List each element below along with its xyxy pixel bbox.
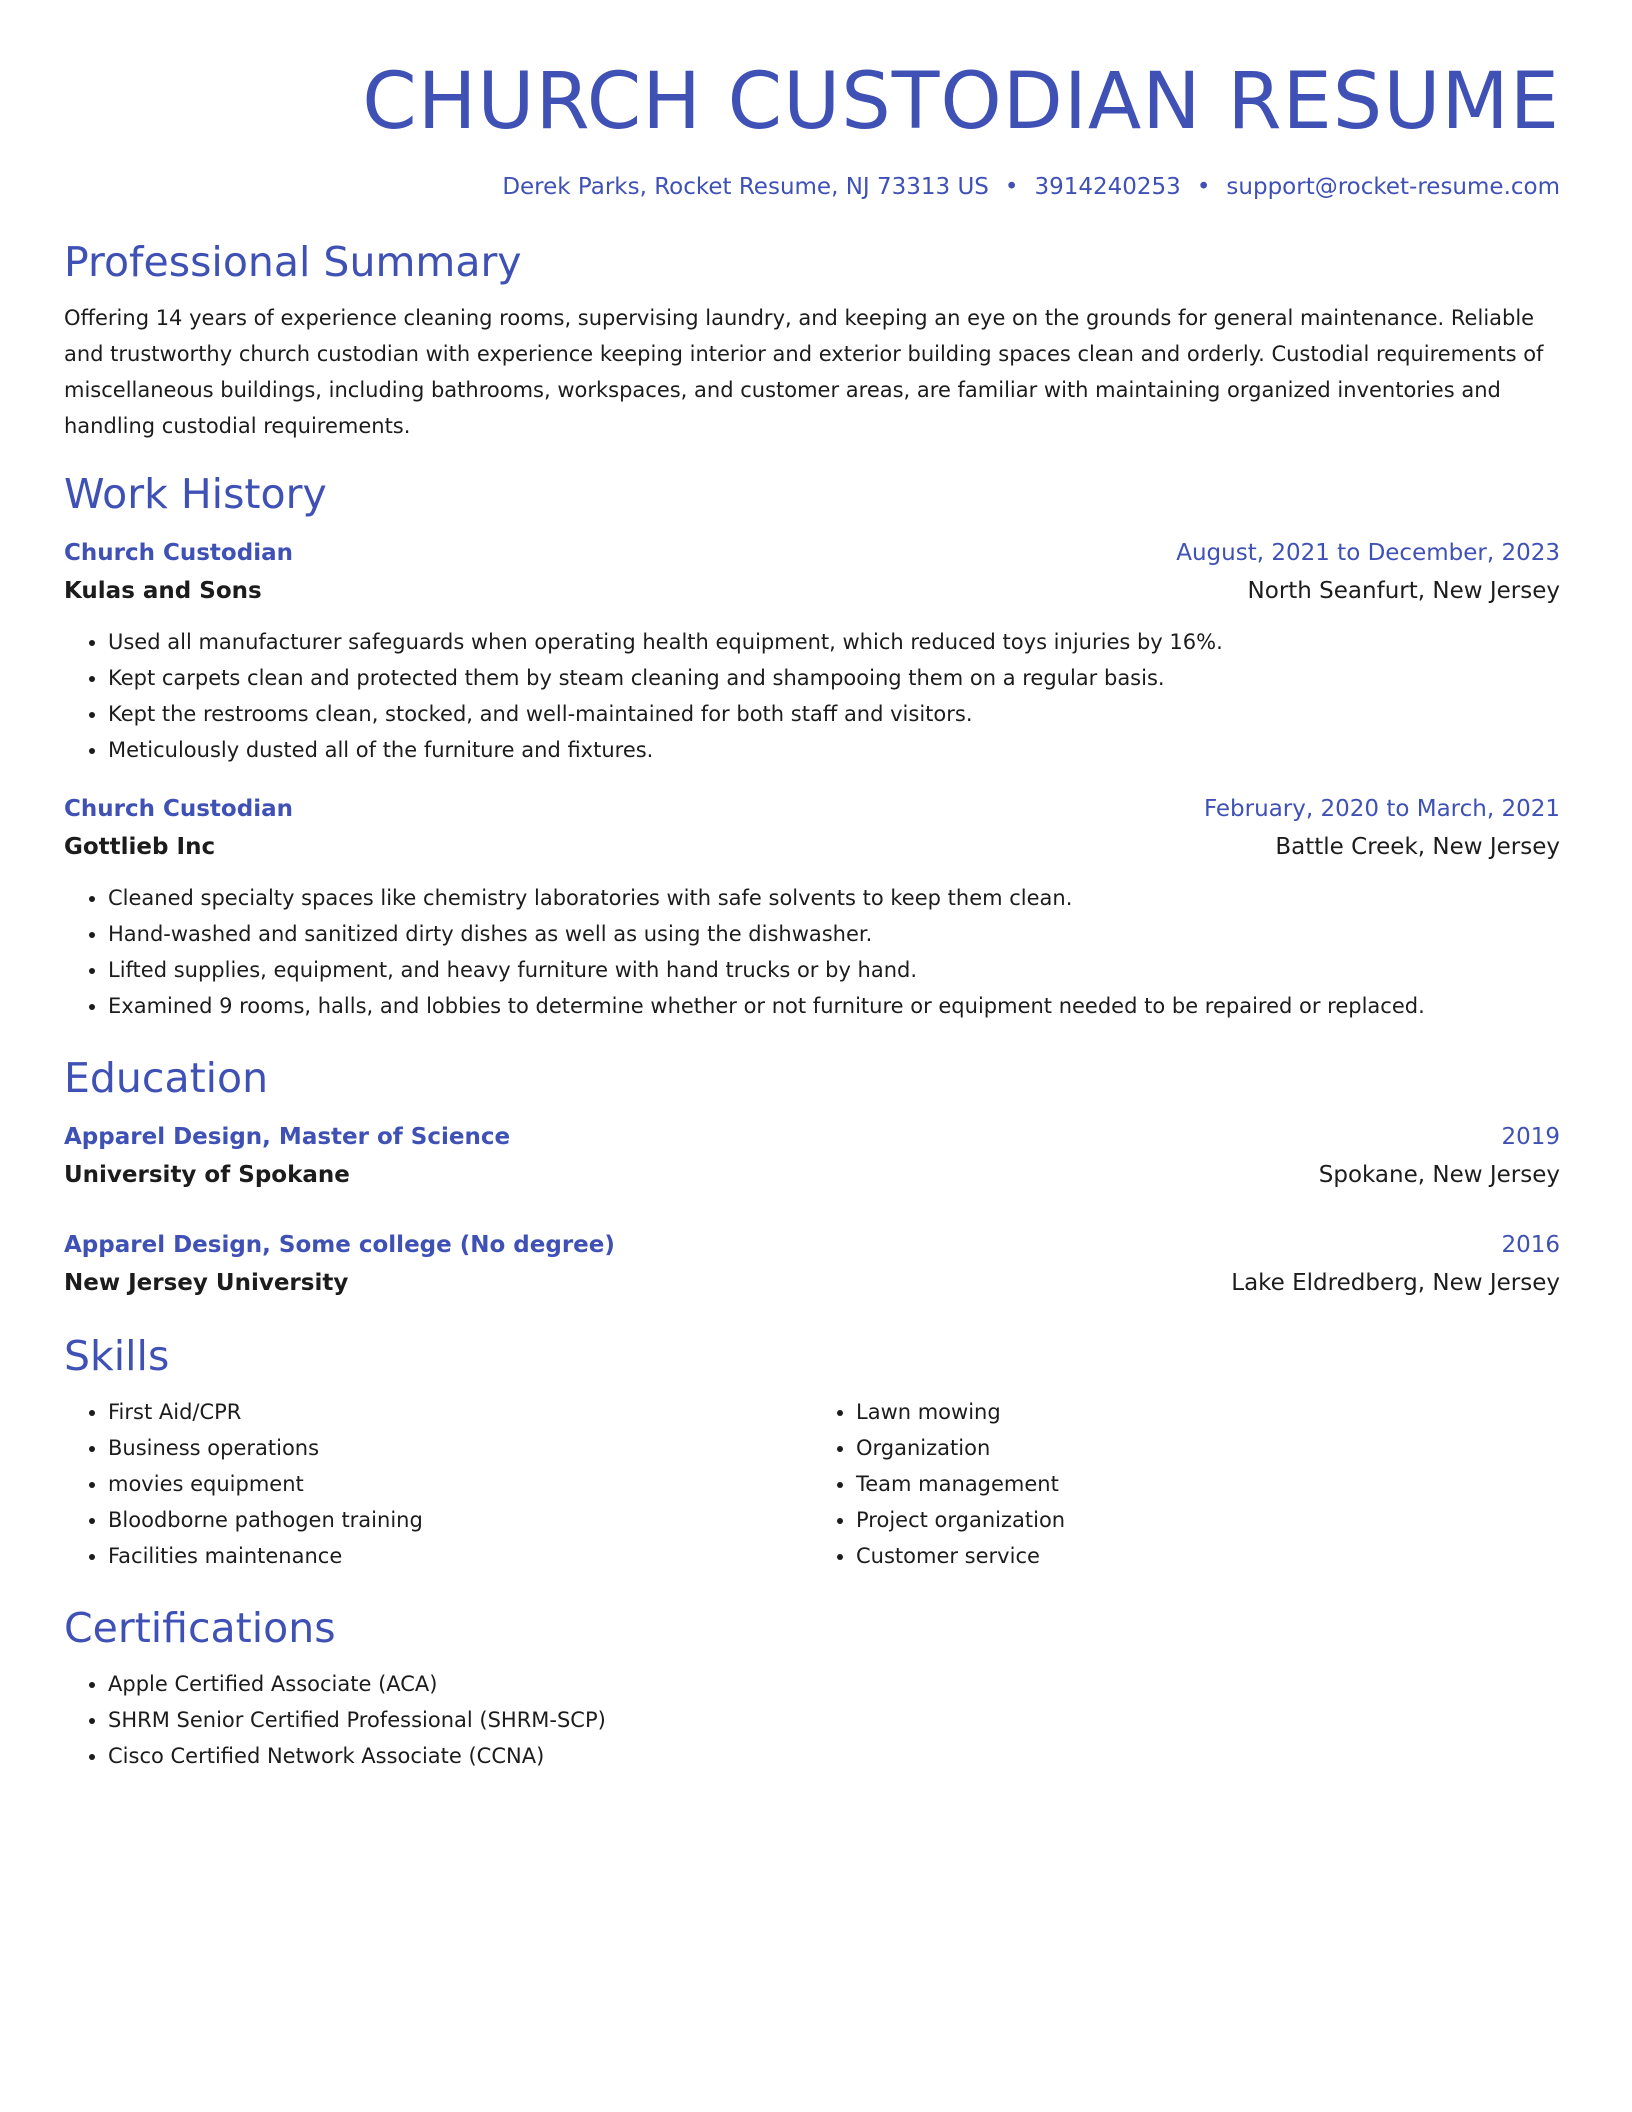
job-dates: August, 2021 to December, 2023: [1176, 540, 1560, 566]
job-bullet: • Kept the restrooms clean, stocked, and well-maintained for both staff and visitors.: [108, 696, 1560, 732]
certifications-list: [64, 1666, 1560, 1774]
education-section: [64, 1050, 1560, 1302]
certification-item: • Apple Certified Associate (ACA): [108, 1666, 1560, 1702]
education-school: New Jersey University: [64, 1270, 349, 1296]
job-bullets: [64, 880, 1560, 1024]
job-bullet: • Meticulously dusted all of the furniture and fixtures.: [108, 732, 1560, 768]
job-location: North Seanfurt, New Jersey: [1247, 578, 1560, 604]
job-bullet: • Examined 9 rooms, halls, and lobbies to determine whether or not furniture or equipment needed to be repaired or replaced.: [108, 988, 1560, 1024]
skills-columns: [64, 1394, 1560, 1574]
job-bullet: • Kept carpets clean and protected them by steam cleaning and shampooing them on a regular basis.: [108, 660, 1560, 696]
separator-dot: •: [1196, 174, 1211, 200]
skills-section: [64, 1328, 1560, 1574]
education-school: University of Spokane: [64, 1162, 350, 1188]
education-location: Lake Eldredberg, New Jersey: [1231, 1270, 1560, 1296]
work-history-heading: Work History: [64, 470, 327, 518]
skill-item: • Organization: [856, 1430, 1560, 1466]
education-year: 2016: [1501, 1232, 1560, 1258]
skill-item: • Facilities maintenance: [108, 1538, 812, 1574]
contact-address: Derek Parks, Rocket Resume, NJ 73313 US: [502, 174, 989, 200]
job-location: Battle Creek, New Jersey: [1275, 834, 1560, 860]
skill-item: • Customer service: [856, 1538, 1560, 1574]
job-bullet: • Lifted supplies, equipment, and heavy furniture with hand trucks or by hand.: [108, 952, 1560, 988]
skill-item: • movies equipment: [108, 1466, 812, 1502]
job-entry: [64, 534, 1560, 768]
skill-item: • First Aid/CPR: [108, 1394, 812, 1430]
job-role: Church Custodian: [64, 796, 293, 822]
summary-heading: Professional Summary: [64, 238, 522, 286]
certification-item: • SHRM Senior Certified Professional (SHRM-SCP): [108, 1702, 1560, 1738]
skill-item: • Team management: [856, 1466, 1560, 1502]
job-bullet: • Cleaned specialty spaces like chemistry laboratories with safe solvents to keep them clean.: [108, 880, 1560, 916]
work-history-section: [64, 466, 1560, 1024]
certifications-heading: Certifications: [64, 1604, 336, 1652]
education-degree: Apparel Design, Master of Science: [64, 1124, 511, 1150]
certifications-section: [64, 1600, 1560, 1774]
education-degree: Apparel Design, Some college (No degree): [64, 1232, 615, 1258]
skill-item: • Bloodborne pathogen training: [108, 1502, 812, 1538]
skills-heading: Skills: [64, 1332, 170, 1380]
skills-list-left: [64, 1394, 812, 1574]
job-dates: February, 2020 to March, 2021: [1203, 796, 1560, 822]
contact-phone: 3914240253: [1034, 174, 1181, 200]
education-entry: [64, 1118, 1560, 1194]
skill-item: • Project organization: [856, 1502, 1560, 1538]
skill-item: • Lawn mowing: [856, 1394, 1560, 1430]
contact-email: support@rocket-resume.com: [1226, 174, 1560, 200]
skill-item: • Business operations: [108, 1430, 812, 1466]
separator-dot: •: [1004, 174, 1019, 200]
summary-text: Offering 14 years of experience cleaning rooms, supervising laundry, and keeping an eye on the grounds for general maintenance. Reliable and trustworthy church custodian with experience keeping interior and exterior building spaces clean and orderly. Custodial requirements of miscellaneous buildings, including bathrooms, workspaces, and customer areas, are familiar with maintaining organized inventories and handling custodial requirements.: [64, 306, 1544, 438]
education-heading: Education: [64, 1054, 269, 1102]
job-bullet: • Hand-washed and sanitized dirty dishes as well as using the dishwasher.: [108, 916, 1560, 952]
job-bullets: [64, 624, 1560, 768]
skills-list-right: [812, 1394, 1560, 1574]
resume-title: CHURCH CUSTODIAN RESUME: [362, 57, 1560, 147]
education-entry: [64, 1226, 1560, 1302]
job-role: Church Custodian: [64, 540, 293, 566]
job-entry: [64, 790, 1560, 1024]
education-year: 2019: [1501, 1124, 1560, 1150]
job-company: Kulas and Sons: [64, 578, 262, 604]
education-location: Spokane, New Jersey: [1318, 1162, 1560, 1188]
job-bullet: • Used all manufacturer safeguards when operating health equipment, which reduced toys injuries by 16%.: [108, 624, 1560, 660]
certification-item: • Cisco Certified Network Associate (CCNA): [108, 1738, 1560, 1774]
job-company: Gottlieb Inc: [64, 834, 216, 860]
summary-section: [64, 234, 1560, 444]
resume-page: [64, 0, 1560, 1774]
contact-line: [64, 170, 1560, 204]
